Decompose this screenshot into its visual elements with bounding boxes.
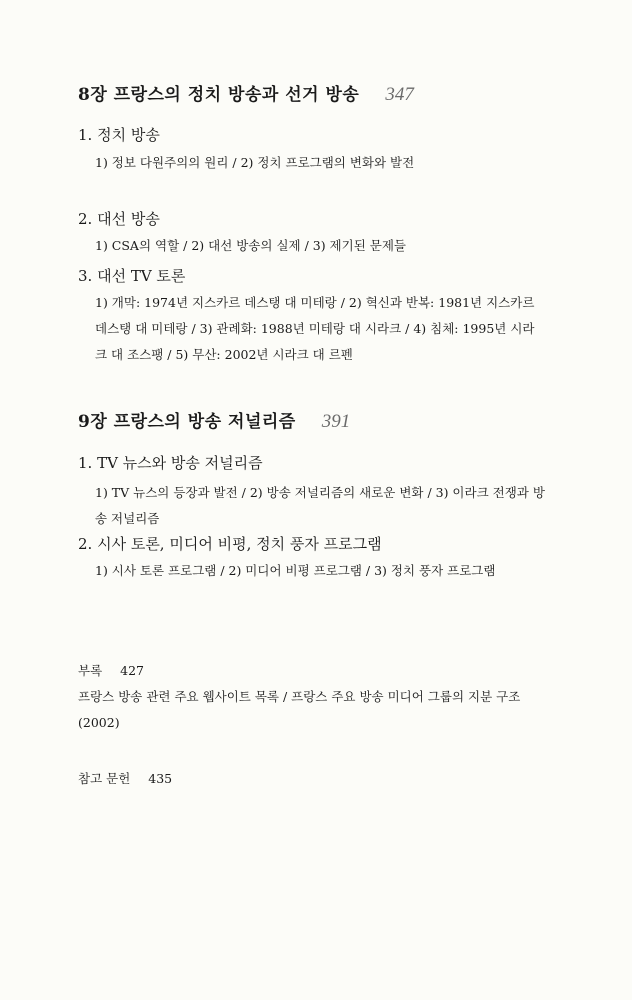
chapter-8-heading (78, 80, 414, 106)
chapter-page-number: 347 (385, 84, 414, 105)
section-items: 1) 개막: 1974년 지스카르 데스탱 대 미테랑 / 2) 혁신과 반복: 1981년 지스카르 데스탱 대 미테랑 / 3) 관례화: 1988년 미테랑 대 시라크 / 4) 침체: 1995년 시라크 대 조스팽 / 5) 무산: 2002년 시라크 대 르펜 (95, 295, 535, 362)
references-page-number: 435 (148, 771, 173, 786)
chapter-title: 8장 프랑스의 정치 방송과 선거 방송 (78, 85, 360, 105)
appendix-heading (78, 658, 548, 684)
appendix-content: 프랑스 방송 관련 주요 웹사이트 목록 / 프랑스 주요 방송 미디어 그룹의 지분 구조 (2002) (78, 689, 521, 730)
chapter-page-number: 391 (321, 411, 351, 432)
section-items: 1) TV 뉴스의 등장과 발전 / 2) 방송 저널리즘의 새로운 변화 / 3) 이라크 전쟁과 방송 저널리즘 (95, 485, 545, 526)
section-heading: 2. 대선 방송 (78, 210, 160, 228)
section-items: 1) 정보 다원주의의 원리 / 2) 정치 프로그램의 변화와 발전 (95, 155, 415, 170)
section-heading: 2. 시사 토론, 미디어 비평, 정치 풍자 프로그램 (78, 535, 382, 553)
appendix-label: 부록 (78, 663, 103, 678)
references-heading (78, 766, 548, 792)
section-items: 1) 시사 토론 프로그램 / 2) 미디어 비평 프로그램 / 3) 정치 풍자 프로그램 (95, 563, 496, 578)
section-heading: 3. 대선 TV 토론 (78, 267, 186, 285)
references-block (78, 766, 548, 792)
chapter-9-heading (78, 407, 350, 433)
section-items: 1) CSA의 역할 / 2) 대선 방송의 실제 / 3) 제기된 문제들 (95, 238, 406, 253)
chapter-title: 9장 프랑스의 방송 저널리즘 (78, 412, 296, 432)
references-label: 참고 문헌 (78, 771, 131, 786)
appendix-page-number: 427 (120, 663, 145, 678)
section-heading: 1. TV 뉴스와 방송 저널리즘 (78, 454, 263, 472)
appendix-block (78, 658, 548, 736)
section-heading: 1. 정치 방송 (78, 126, 160, 144)
